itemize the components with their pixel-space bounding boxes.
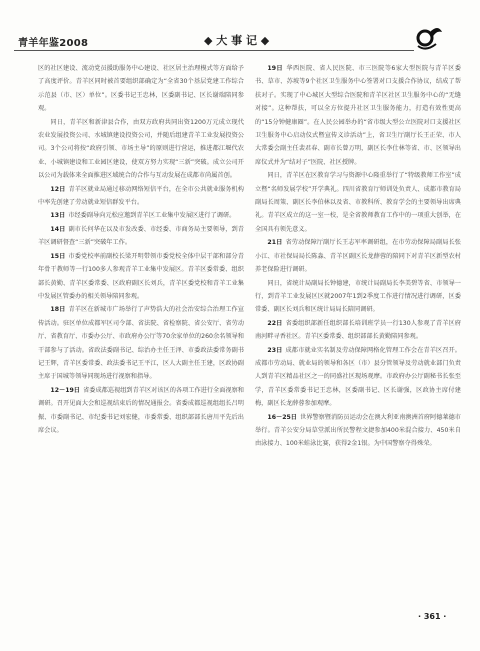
entry-date: 16－25日 bbox=[267, 413, 297, 421]
left-column bbox=[38, 62, 244, 437]
entry-text: 华西医院、省人民医院、市三医院等6家大型医院与青羊区委书、草市、苏坡等9个社区卫生服务中心签署对口支援合作协议，结成了帮扶对子。实现了中心城区大型综合医院和青羊区社区卫生服务中心的“无缝对接”。这种帮扶，可以全方位提升社区卫生服务能力，打造有效性更高的“15分钟健康圈”。在人民公园举办的“省市级大型公立医院对口支援社区卫生服务中心启动仪式暨宣传义诊活动”上，省卫生厅副厅长王正荣、市人大常委会副主任裴君春、副市长曾万明，副区长李仕林等省、市、区领导出席仪式并为“结对子”医院、社区授牌。 bbox=[255, 65, 461, 166]
yearbook-title: 青羊年鉴2008 bbox=[18, 38, 89, 49]
entry-paragraph bbox=[38, 303, 244, 383]
entry-paragraph bbox=[38, 223, 244, 250]
entry-paragraph bbox=[255, 411, 461, 451]
entry-text: 省委组织部新任组织部长培训班学员一行130人参观了青羊区府南河畔寻香社区。青羊区委常委、组织部部长黄勤陪同参观。 bbox=[255, 319, 461, 341]
entry-text: 成都市就业实名制及劳动保障网格化管理工作会在青羊区召开。成都市劳动局、就业局的领导和各区（市）县分管领导及劳动就业部门负责人到青羊区精品社区之一的同盛社区现场观摩。市政府办公厅副秘书长张至学，青羊区委常委书记王忠林，区委副书记、区长谢强，区政协主席付建梅，副区长龙薛蓉参加观摩。 bbox=[255, 346, 461, 408]
entry-text: 省劳动保障厅副厅长王志军率调研组，在市劳动保障局副局长张小江、市社保局局长陈淼、青羊区副区长龙薛蓉的陪同下对青羊区新型农村养老保险进行调研。 bbox=[255, 239, 461, 274]
entry-text: 同日，省统计局副局长钟德建，市统计局副局长李美碧等省、市领导一行，到青羊工业发展区区就2007年1到2季度工作进行情况进行调研，区委常委、副区长刘兵和区统计局局长陪同调研。 bbox=[255, 279, 461, 314]
entry-text: 同日，青羊区在区教育学习与资源中心隆重举行了“特级教师工作室”成立暨“名师发展学校”开学典礼。四川省教育厅师训处负责人、成都市教育局副局长周策、副区长李伯林以及省、市教科所、教育学会的主要领导出席典礼。青羊区成立的这一室一校，是全省教师教育工作中的一项重大创举，在全国具有领先意义。 bbox=[255, 172, 461, 233]
entry-date: 13日 bbox=[50, 212, 66, 220]
entry-paragraph bbox=[255, 317, 461, 344]
entry-paragraph bbox=[255, 62, 461, 169]
entry-date: 15日 bbox=[50, 252, 66, 260]
entry-text: 同日，青羊区和新津县合作，由双方政府共同出资1200万元成立现代农业发展投资公司、水城镇建设投资公司，并随后组建青羊工业发展投资公司。3个公司将按“政府引领、市场主导”的原则进行营运，推进都江堰代农业、小城镇建设和工业园区建设，使双方努力实现“三新”突破。成立公司开以公司为载体来全面推进区域统合的合作与互动发展在成都市尚属首创。 bbox=[38, 118, 244, 180]
section-title: ◆ 大 事 记 ◆ bbox=[204, 34, 270, 47]
entry-paragraph bbox=[38, 209, 244, 222]
entry-date: 12日 bbox=[50, 185, 66, 193]
entry-text: 副市长何华在以及市发改委、市经委、市商务局主要领导，到青羊区调研督查“三新”突破年工作。 bbox=[38, 225, 244, 247]
entry-date: 21日 bbox=[267, 239, 283, 247]
entry-text: 区的社区建设、流动党员援助服务中心建设、社区居主治理模式等方面给予了高度评价。青羊区同时被首要组织部确定为“全省30个基层党建工作综合示范县（市、区）单位”。区委书记王忠林，区委副书记、区长谢瑞陪同参观。 bbox=[38, 65, 244, 113]
entry-date: 14日 bbox=[50, 225, 66, 233]
entry-paragraph bbox=[38, 250, 244, 304]
entry-paragraph bbox=[38, 384, 244, 438]
entry-date: 19日 bbox=[267, 65, 283, 72]
entry-text: 市委党校率前副校长梁开明带领市委党校全体中层干部和部分青年骨干教师等一行100多人参观青羊工业集中发展区。青羊区委常委、组织部长黄勤、青羊区委常委、区政府副区长刘兵，青羊区委党校和青羊工业集中发展区管委办的相关领导陪同参观。 bbox=[38, 252, 244, 300]
entry-text: 市经委副导向元松应邀到青羊区工业集中发展区进行了调研。 bbox=[68, 212, 236, 220]
entry-date: 23日 bbox=[267, 346, 283, 354]
right-column bbox=[255, 62, 461, 451]
entry-paragraph bbox=[255, 344, 461, 411]
entry-date: 22日 bbox=[267, 319, 283, 327]
entry-paragraph bbox=[255, 236, 461, 276]
entry-date: 12－19日 bbox=[50, 386, 80, 394]
header-rule bbox=[14, 50, 414, 51]
entry-date: 18日 bbox=[50, 306, 66, 314]
entry-text: 青羊区就业局通过移动网络短信平台，在全市公共就业服务机构中率先创建了劳动就业短信群发平台。 bbox=[38, 185, 244, 207]
swirl-logo-icon bbox=[414, 22, 444, 52]
entry-paragraph bbox=[255, 277, 461, 317]
entry-paragraph bbox=[38, 62, 244, 116]
entry-paragraph bbox=[255, 169, 461, 236]
page-number: · 361 · bbox=[418, 612, 447, 621]
page-header bbox=[14, 28, 470, 50]
entry-paragraph bbox=[38, 116, 244, 183]
entry-text: 省委成都巡视组到青羊区对该区的各项工作进行全面视察和调研。召开见面大会和巡视结束后的情况通报会。省委成都巡视组组长吕明振、市委副书记、市纪委书记刘宏健，市委常委、组织部部长唐川平先后出席会议。 bbox=[38, 386, 244, 434]
entry-text: 世界警察暨消防员运动会在澳大利亚南澳洲首府阿德莱德市举行。青羊公安分局草堂派出所民警程文捷参加400米混合接力、450米自由泳接力、100米蛙泳比赛，获得2金1银。为中国警察夺得殊荣。 bbox=[255, 413, 461, 448]
entry-paragraph bbox=[38, 183, 244, 210]
entry-text: 青羊区在新城市广场举行了声势浩大的社会治安综合治理工作宣传活动。驻区单位成都军区司令部、省法院、省检察院、省公安厅、省劳动厅、省教育厅、市委办公厅、市政府办公厅等70余家单位的260余名领导和干部参与了活动。省政法委副书记、综治办主任王泽、市委政法委常务副书记王辉，青羊区委常委、政法委书记王平江，区人大副主任王建，区政协副主席于国城等领导同现场进行视察和指导。 bbox=[38, 306, 244, 381]
